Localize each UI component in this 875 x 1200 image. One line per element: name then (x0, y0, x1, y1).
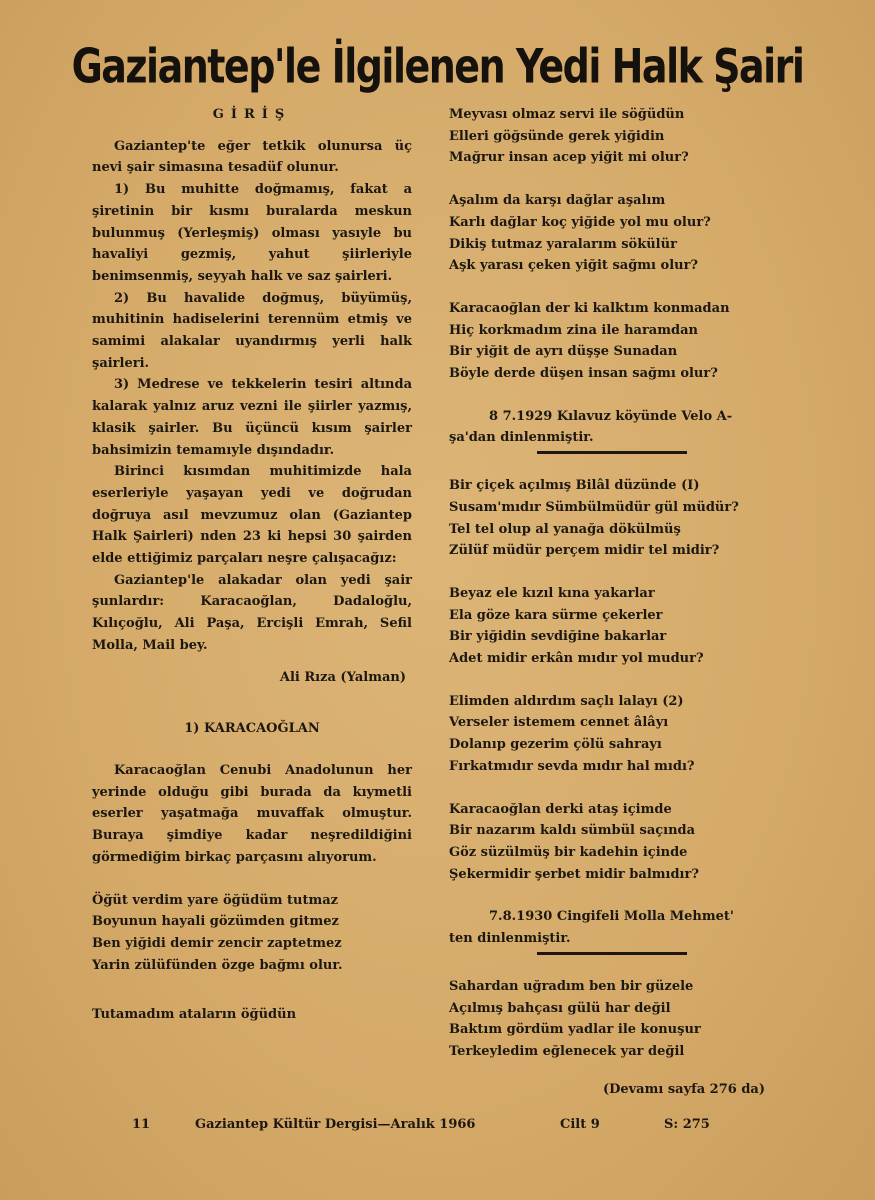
verse-line: Fırkatmıdır sevda mıdır hal mıdı? (449, 758, 695, 774)
verse-line: Öğüt verdim yare öğüdüm tutmaz (92, 892, 339, 908)
left-verse (92, 890, 412, 977)
paragraph-5: Gaziantep'le alakadar olan yedi şair şunlardır: Karacaoğlan, Dadaloğlu, Kılıçoğlu, Ali Paşa, Ercişli Emrah, Sefil Molla, Mail bey. (92, 572, 412, 653)
verse-line: Terkeyledim eğlenecek yar değil (449, 1043, 685, 1059)
intro-paragraph: Gaziantep'te eğer tetkik olunursa üç nevi şair simasına tesadüf olunur. (92, 138, 412, 176)
paragraph-3: 3) Medrese ve tekkelerin tesiri altında kalarak yalnız aruz vezni ile şiirler yazmış, klasik şairler. Bu üçüncü kısım şairler bahsimizin temamıyle dışındadır. (92, 377, 412, 458)
verse-line: Zülüf müdür perçem midir tel midir? (449, 543, 720, 559)
stanza-7 (449, 799, 789, 886)
stanza-4 (449, 475, 789, 562)
verse-line: Dikiş tutmaz yaralarım sökülür (449, 236, 677, 252)
verse-line: Açılmış bahçası gülü har değil (449, 1000, 671, 1016)
source-note-1-cont: şa'dan dinlenmiştir. (449, 430, 594, 446)
verse-line: Tutamadım ataların öğüdün (92, 1007, 297, 1023)
verse-line: Boyunun hayali gözümden gitmez (92, 914, 339, 930)
verse-line: Elleri göğsünde gerek yiğidin (449, 128, 665, 144)
verse-line: Meyvası olmaz servi ile söğüdün (449, 107, 685, 122)
section-heading: 1) KARACAOĞLAN (184, 721, 320, 737)
paragraph-1: 1) Bu muhitte doğmamış, fakat a şiretinin bir kısmı buralarda meskun bulunmuş (Yerleşmiş) olması yasıyle bu havaliyi gezmiş, yahut şiirleriyle benimsenmiş, seyyah halk ve saz şairleri. (92, 182, 412, 284)
verse-line: Aşalım da karşı dağlar aşalım (449, 193, 666, 209)
stanza-6 (449, 691, 789, 778)
author-signature: Ali Rıza (Yalman) (279, 669, 406, 685)
continued-note: (Devamı sayfa 276 da) (602, 1081, 765, 1097)
intro-heading: GİRİŞ (212, 107, 292, 122)
verse-line: Beyaz ele kızıl kına yakarlar (449, 585, 655, 601)
verse-line: Yarin zülüfünden özge bağmı olur. (92, 957, 343, 973)
stanza-1 (449, 104, 789, 169)
verse-line: Adet midir erkân mıdır yol mudur? (449, 651, 704, 667)
verse-line: Bir yiğidin sevdiğine bakarlar (449, 629, 667, 645)
right-column (449, 104, 789, 1113)
left-column (92, 104, 412, 1026)
page-number: S: 275 (664, 1117, 710, 1132)
issue-number: 11 (132, 1117, 151, 1132)
source-note-2: 7.8.1930 Cingifeli Molla Mehmet' (489, 909, 734, 925)
stanza-8 (449, 976, 789, 1063)
stanza-3 (449, 298, 789, 385)
verse-line: Elimden aldırdım saçlı lalayı (2) (449, 693, 684, 709)
verse-line: Ben yiğidi demir zencir zaptetmez (92, 935, 342, 951)
verse-line: Sahardan uğradım ben bir güzele (449, 978, 694, 994)
verse-line: Karacaoğlan derki ataş içimde (449, 801, 672, 817)
stanza-5 (449, 583, 789, 670)
verse-line: Karlı dağlar koç yiğide yol mu olur? (449, 214, 711, 230)
volume-label: Cilt 9 (560, 1117, 600, 1132)
verse-line: Tel tel olup al yanağa dökülmüş (449, 521, 681, 537)
verse-line: Hiç korkmadım zina ile haramdan (449, 322, 698, 338)
source-note-1: 8 7.1929 Kılavuz köyünde Velo A- (489, 408, 733, 424)
paragraph-2: 2) Bu havalide doğmuş, büyümüş, muhitinin hadiselerini terennüm etmiş ve samimi alakalar uyandırmış yerli halk şairleri. (92, 290, 412, 371)
paragraph-6: Karacaoğlan Cenubi Anadolunun her yerinde olduğu gibi burada da kıymetli eserler yaşatmağa muvaffak olmuştur. Buraya şimdiye kadar neşredildiğini görmediğim birkaç parçasını alıyorum. (92, 762, 412, 865)
verse-line: Karacaoğlan der ki kalktım konmadan (449, 300, 730, 316)
verse-line: Göz süzülmüş bir kadehin içinde (449, 844, 688, 860)
verse-line: Şekermidir şerbet midir balmıdır? (449, 866, 699, 882)
verse-line: Baktım gördüm yadlar ile konuşur (449, 1022, 701, 1038)
verse-line: Verseler istemem cennet âlâyı (449, 715, 669, 731)
verse-line: Mağrur insan acep yiğit mi olur? (449, 150, 689, 166)
verse-line: Ela göze kara sürme çekerler (449, 607, 663, 623)
verse-line: Aşk yarası çeken yiğit sağmı olur? (449, 258, 699, 274)
paragraph-4: Birinci kısımdan muhitimizde hala eserleriyle yaşayan yedi ve doğrudan doğruya asıl mevzumuz olan (Gaziantep Halk Şairleri) nden 23 ki hepsi 30 şairden elde ettiğimiz parçaları neşre çalışacağız: (92, 464, 412, 567)
verse-line: Dolanıp gezerim çölü sahrayı (449, 737, 662, 753)
stanza-2 (449, 190, 789, 277)
verse-line: Bir çiçek açılmış Bilâl düzünde (I) (449, 478, 700, 494)
verse-line: Bir nazarım kaldı sümbül saçında (449, 823, 696, 839)
verse-line: Bir yiğit de ayrı düşşe Sunadan (449, 344, 678, 360)
verse-line: Böyle derde düşen insan sağmı olur? (449, 366, 718, 382)
verse-line: Susam'mıdır Sümbülmüdür gül müdür? (449, 499, 739, 515)
journal-name: Gaziantep Kültür Dergisi—Aralık 1966 (195, 1117, 476, 1132)
page-title: Gaziantep'le İlgilenen Yedi Halk Şairi (71, 38, 804, 94)
source-note-2-cont: ten dinlenmiştir. (449, 931, 571, 947)
